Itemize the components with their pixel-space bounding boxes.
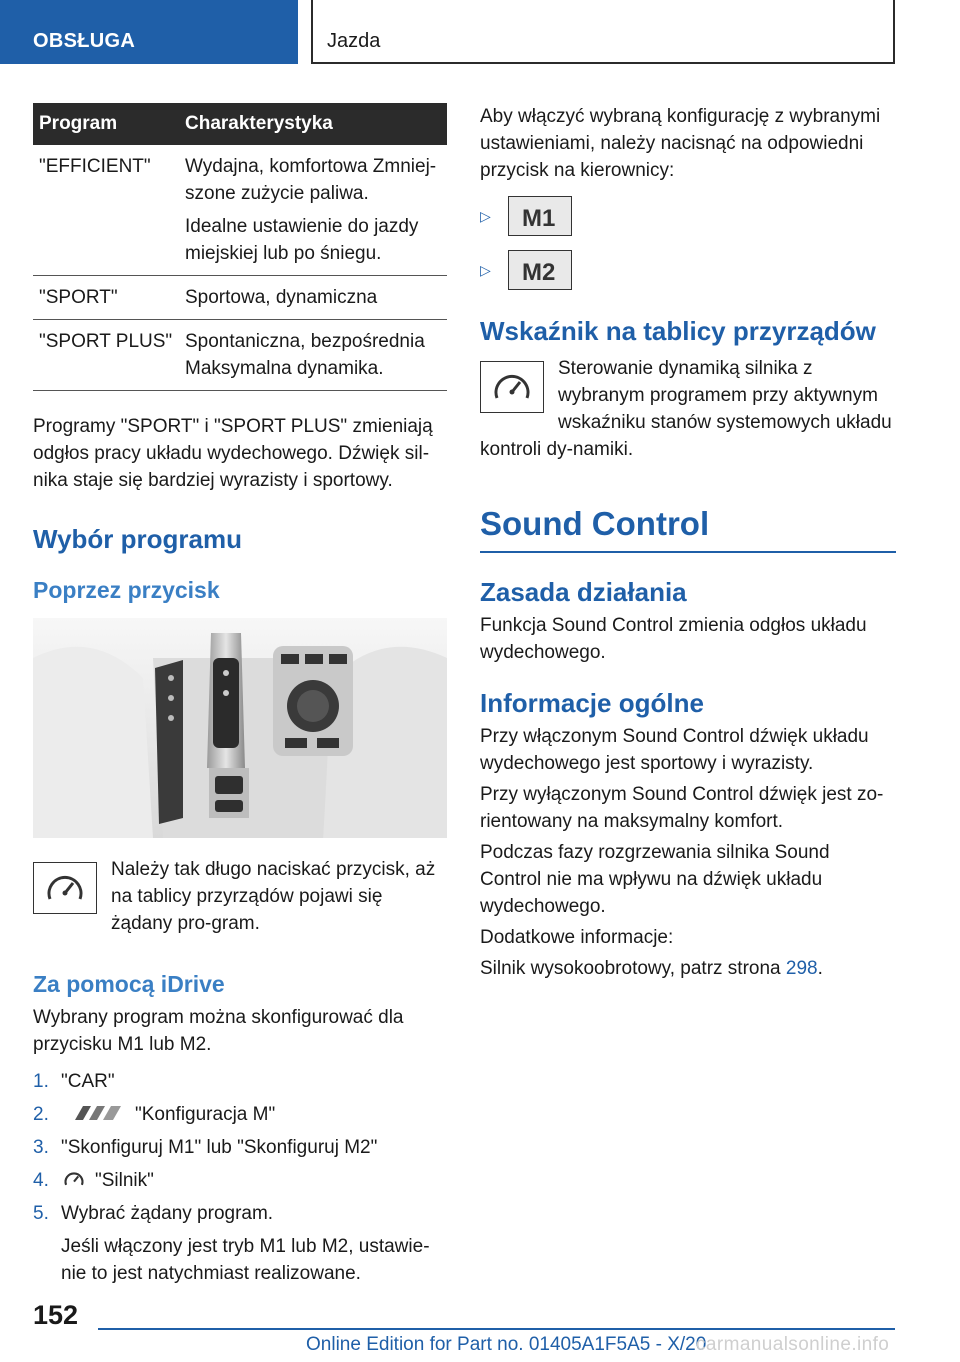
heading-instrument-display: Wskaźnik na tablicy przyrządów [480, 316, 876, 346]
gauge-icon [480, 361, 544, 413]
step-text: "CAR" [61, 1071, 115, 1092]
table-header-program: Program [33, 103, 179, 145]
heading-idrive: Za pomocą iDrive [33, 971, 225, 997]
step-number: 1. [33, 1071, 49, 1092]
m1-button-icon [508, 196, 572, 236]
step-number: 4. [33, 1170, 49, 1191]
program-cell: "EFFICIENT" [33, 145, 179, 276]
program-cell: "SPORT PLUS" [33, 320, 179, 391]
step-number: 5. [33, 1203, 49, 1224]
table-row [33, 320, 447, 391]
info-text: Silnik wysokoobrotowy, patrz strona [480, 958, 786, 979]
heading-by-button: Poprzez przycisk [33, 577, 220, 603]
note-dynamics [480, 355, 896, 463]
bullet-triangle-icon: ▷ [480, 207, 491, 224]
step-text: "Konfiguracja M" [135, 1104, 276, 1125]
m2-letter: M2 [522, 259, 556, 285]
info-paragraph: Przy włączonym Sound Control dźwięk układu wydechowego jest sportowy i wyrazisty. [480, 726, 869, 774]
m1-row [480, 196, 896, 236]
m-stripes-icon [71, 1104, 125, 1122]
chapter-tab: Jazda [311, 0, 895, 64]
gauge-icon [33, 862, 97, 914]
program-table [33, 103, 447, 391]
list-item [33, 1200, 447, 1287]
step-text: "Skonfiguruj M1" lub "Skonfiguruj M2" [61, 1137, 378, 1158]
step-number: 2. [33, 1104, 49, 1125]
footer-edition: Online Edition for Part no. 01405A1F5A5 - X/20 [306, 1334, 707, 1355]
heading-program-selection: Wybór programu [33, 524, 242, 554]
list-item [33, 1167, 447, 1194]
program-cell: "SPORT" [33, 276, 179, 320]
center-console-image [33, 618, 447, 838]
console-photo [33, 618, 447, 838]
step-text: "Silnik" [95, 1170, 154, 1191]
list-item [33, 1068, 447, 1095]
table-row [33, 145, 447, 276]
left-column [33, 103, 447, 1293]
info-text: . [817, 958, 823, 979]
table-header-characteristics: Charakterystyka [179, 103, 447, 145]
principle-paragraph: Funkcja Sound Control zmienia odgłos układu wydechowego. [480, 615, 867, 663]
desc-line: Wydajna, komfortowa Zmniej-szone zużycie paliwa. [185, 156, 437, 204]
heading-rule [480, 551, 896, 553]
info-paragraph: Dodatkowe informacje: [480, 927, 674, 948]
info-paragraph: Przy wyłączonym Sound Control dźwięk jest zo-rientowany na maksymalny komfort. [480, 784, 884, 832]
desc-cell [179, 145, 447, 276]
heading-general-info: Informacje ogólne [480, 688, 704, 718]
table-row [33, 276, 447, 320]
idrive-paragraph: Wybrany program można skonfigurować dla przycisku M1 lub M2. [33, 1007, 404, 1055]
right-column [480, 103, 896, 982]
engine-gauge-icon [63, 1170, 85, 1188]
note-instrument-cluster [33, 856, 447, 937]
step-text: Wybrać żądany program. [61, 1203, 274, 1224]
list-item [33, 1101, 447, 1128]
note-text: Sterowanie dynamiką silnika z wybranym programem przy aktywnym wskaźniku stanów systemowych układu kontroli dy-namiki. [480, 358, 892, 460]
section-tab: OBSŁUGA [0, 0, 298, 64]
info-paragraph: Podczas fazy rozgrzewania silnika Sound Control nie ma wpływu na dźwięk układu wydechowego. [480, 842, 830, 917]
m1-letter: M1 [522, 205, 556, 231]
desc-line: Spontaniczna, bezpośrednia Maksymalna dynamika. [185, 331, 425, 379]
heading-sound-control: Sound Control [480, 505, 710, 542]
steps-list [33, 1068, 447, 1287]
heading-principle: Zasada działania [480, 577, 687, 607]
watermark: carmanualsonline.info [696, 1334, 890, 1355]
note-text: Należy tak długo naciskać przycisk, aż na tablicy przyrządów pojawi się żądany pro-gram. [111, 859, 436, 934]
sport-sound-paragraph: Programy "SPORT" i "SPORT PLUS" zmieniają odgłos pracy układu wydechowego. Dźwięk sil-nika staje się bardziej wyrazisty i sportowy. [33, 416, 433, 491]
steering-intro: Aby włączyć wybraną konfigurację z wybranymi ustawieniami, należy nacisnąć na odpowiedni przycisk na kierownicy: [480, 106, 881, 181]
m2-button-icon [508, 250, 572, 290]
bullet-triangle-icon: ▷ [480, 261, 491, 278]
page-link-298[interactable]: 298 [785, 958, 818, 979]
desc-cell [179, 276, 447, 320]
desc-line: Sportowa, dynamiczna [185, 287, 378, 308]
step-subtext: Jeśli włączony jest tryb M1 lub M2, ustawie-nie to jest natychmiast realizowane. [61, 1236, 430, 1284]
desc-cell [179, 320, 447, 391]
footer-rule [98, 1328, 895, 1330]
page-number: 152 [33, 1300, 79, 1330]
info-paragraph [480, 955, 896, 982]
step-number: 3. [33, 1137, 49, 1158]
m2-row [480, 250, 896, 290]
list-item [33, 1134, 447, 1161]
desc-line: Idealne ustawienie do jazdy miejskiej lub po śniegu. [185, 216, 419, 264]
